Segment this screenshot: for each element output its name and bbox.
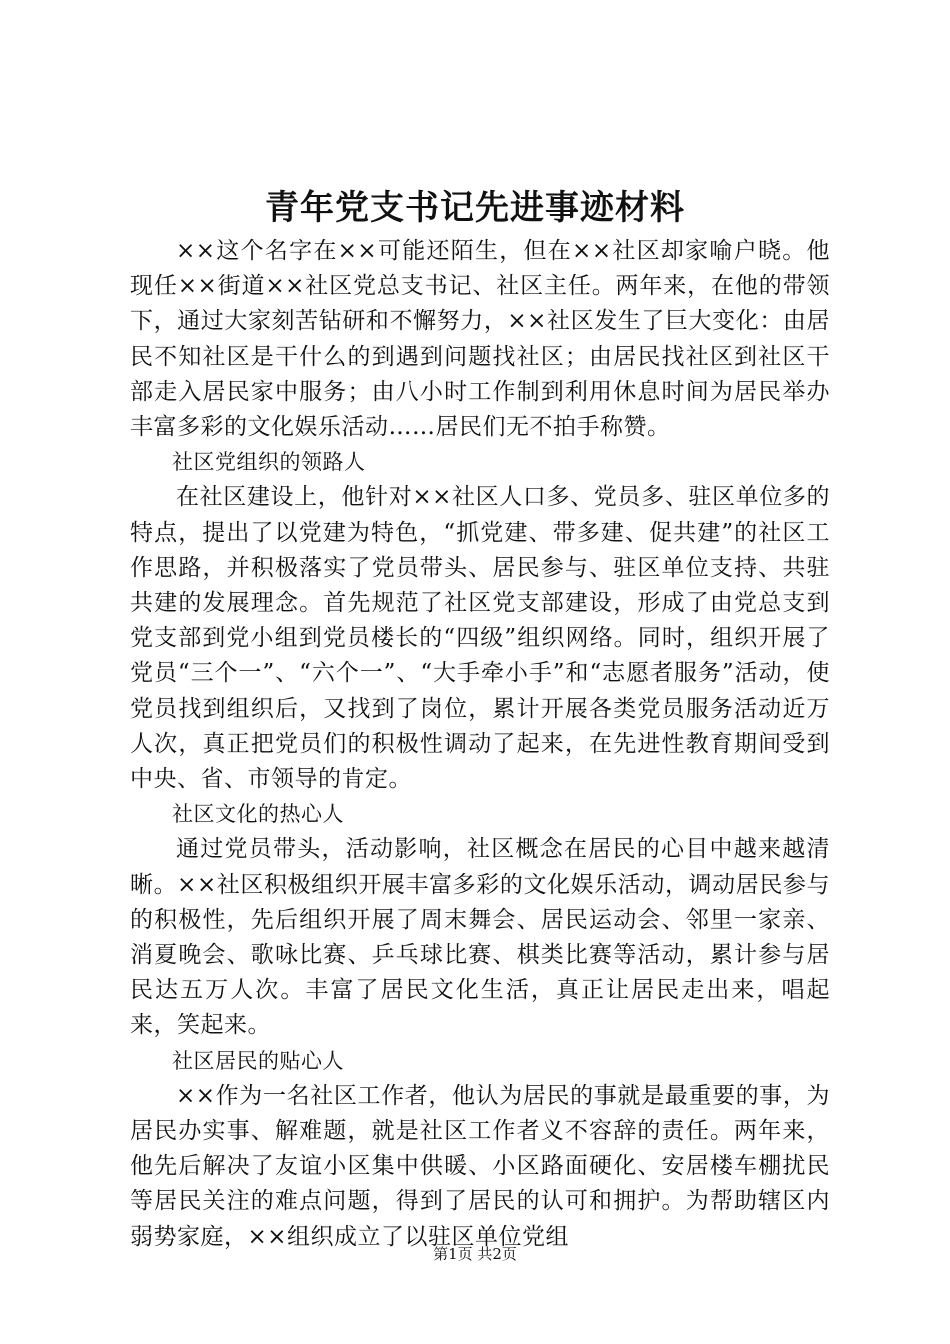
section-heading-culture: 社区文化的热心人: [172, 802, 344, 827]
section-heading-party-leader: 社区党组织的领路人: [172, 450, 366, 475]
section-heading-residents: 社区居民的贴心人: [172, 1048, 344, 1073]
document-title: 青年党支书记先进事迹材料: [265, 188, 685, 228]
section-text-culture: 通过党员带头，活动影响，社区概念在居民的心目中越来越清晰。××社区积极组织开展丰富多彩的文化娱乐活动，调动居民参与的积极性，先后组织开展了周末舞会、居民运动会、邻里一家亲、消夏晚会、歌咏比赛、乒乓球比赛、棋类比赛等活动，累计参与居民达五万人次。丰富了居民文化生活，真正让居民走出来，唱起来，笑起来。: [130, 836, 830, 1039]
section-text-party-leader: 在社区建设上，他针对××社区人口多、党员多、驻区单位多的特点，提出了以党建为特色，“抓党建、带多建、促共建”的社区工作思路，并积极落实了党员带头、居民参与、驻区单位支持、共驻共建的发展理念。首先规范了社区党支部建设，形成了由党总支到党支部到党小组到党员楼长的“四级”组织网络。同时，组织开展了党员“三个一”、“六个一”、“大手牵小手”和“志愿者服务”活动，使党员找到组织后，又找到了岗位，累计开展各类党员服务活动近万人次，真正把党员们的积极性调动了起来，在先进性教育期间受到中央、省、市领导的肯定。: [130, 484, 830, 793]
page-number-footer: 第1页 共2页: [433, 1245, 517, 1263]
intro-paragraph: ××这个名字在××可能还陌生，但在××社区却家喻户晓。他现任××街道××社区党总支书记、社区主任。两年来，在他的带领下，通过大家刻苦钻研和不懈努力，××社区发生了巨大变化：由居民不知社区是干什么的到遇到问题找社区；由居民找社区到社区干部走入居民家中服务；由八小时工作制到利用休息时间为居民举办丰富多彩的文化娱乐活动……居民们无不拍手称赞。: [130, 238, 830, 441]
section-text-residents: ××作为一名社区工作者，他认为居民的事就是最重要的事，为居民办实事、解难题，就是社区工作者义不容辞的责任。两年来，他先后解决了友谊小区集中供暖、小区路面硬化、安居楼车棚扰民等居民关注的难点问题，得到了居民的认可和拥护。为帮助辖区内弱势家庭，××组织成立了以驻区单位党组: [130, 1082, 830, 1250]
document-body: [130, 234, 830, 1255]
